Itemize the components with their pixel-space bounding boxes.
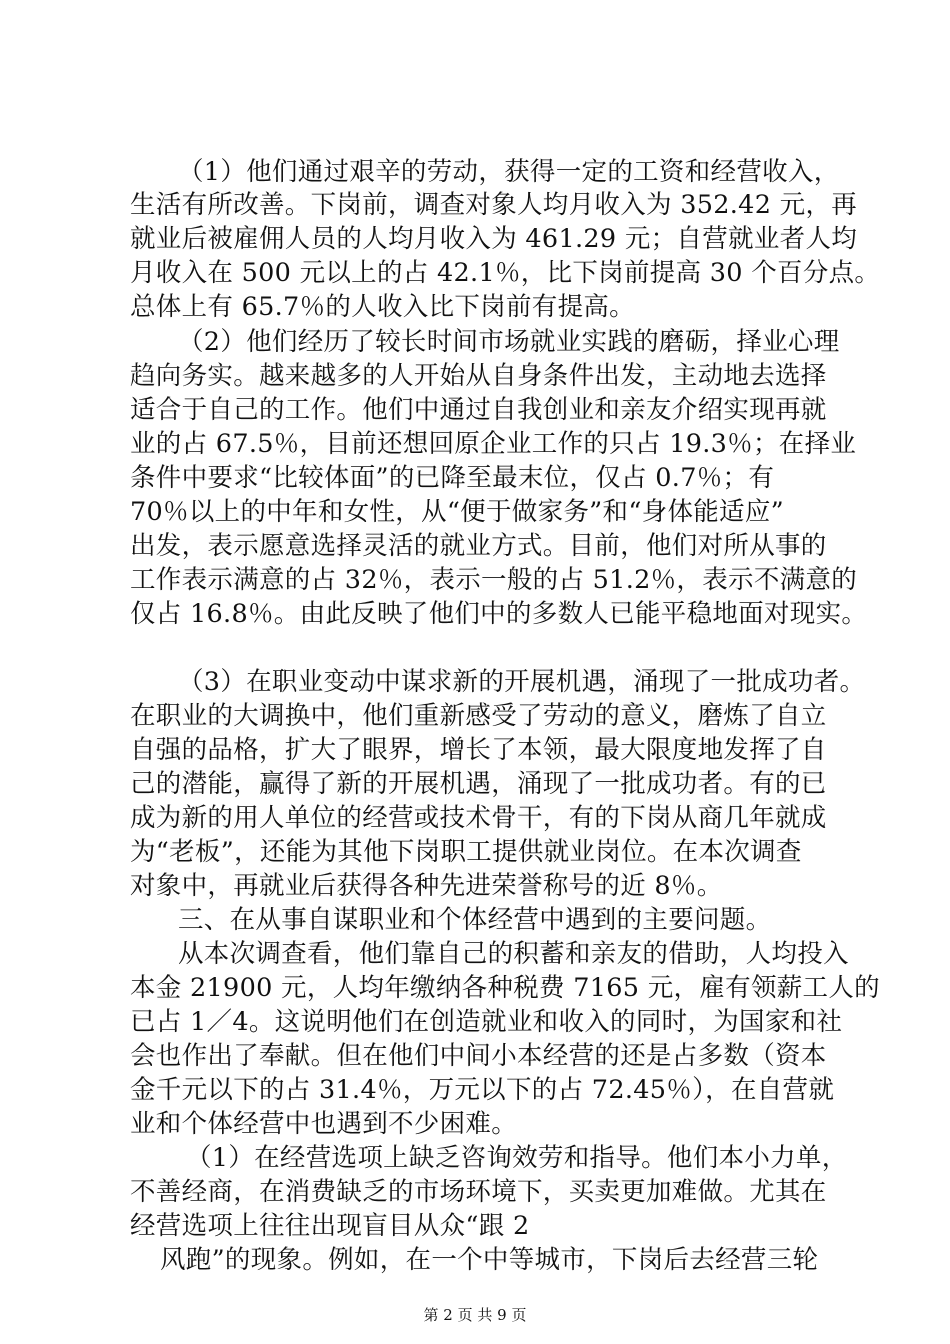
paragraph-line: （1）在经营选项上缺乏咨询效劳和指导。他们本小力单，	[186, 1143, 848, 1173]
section-heading: 三、在从事自谋职业和个体经营中遇到的主要问题。	[178, 905, 772, 935]
paragraph-line: 条件中要求“比较体面”的已降至最末位，仅占 0.7％；有	[130, 463, 775, 493]
paragraph-line: 经营选项上往往出现盲目从众“跟 2	[130, 1211, 530, 1241]
paragraph-line: 工作表示满意的占 32％，表示一般的占 51.2％，表示不满意的	[130, 565, 858, 595]
paragraph-line: 会也作出了奉献。但在他们中间小本经营的还是占多数（资本	[130, 1041, 827, 1071]
paragraph-line: （2）他们经历了较长时间市场就业实践的磨砺，择业心理	[178, 327, 840, 357]
paragraph-line: （3）在职业变动中谋求新的开展机遇，涌现了一批成功者。	[178, 667, 866, 697]
page-footer: 第 2 页 共 9 页	[423, 1306, 527, 1324]
paragraph-line: 总体上有 65.7％的人收入比下岗前有提高。	[130, 292, 635, 322]
paragraph-line: 本金 21900 元，人均年缴纳各种税费 7165 元，雇有领薪工人的	[130, 973, 880, 1003]
paragraph-line: （1）他们通过艰辛的劳动，获得一定的工资和经营收入，	[178, 157, 840, 187]
paragraph-line: 成为新的用人单位的经营或技术骨干，有的下岗从商几年就成	[130, 803, 827, 833]
paragraph-line: 生活有所改善。下岗前，调查对象人均月收入为 352.42 元，再	[130, 190, 858, 220]
paragraph-line: 出发，表示愿意选择灵活的就业方式。目前，他们对所从事的	[130, 531, 827, 561]
paragraph-line: 已占 1／4。这说明他们在创造就业和收入的同时，为国家和社	[130, 1007, 843, 1037]
paragraph-line: 就业后被雇佣人员的人均月收入为 461.29 元；自营就业者人均	[130, 224, 858, 254]
paragraph-line: 70％以上的中年和女性，从“便于做家务”和“身体能适应”	[130, 497, 784, 527]
paragraph-line: 从本次调查看，他们靠自己的积蓄和亲友的借助，人均投入	[178, 939, 849, 969]
paragraph-line: 金千元以下的占 31.4％，万元以下的占 72.45％），在自营就	[130, 1075, 835, 1105]
paragraph-line: 趋向务实。越来越多的人开始从自身条件出发，主动地去选择	[130, 361, 827, 391]
paragraph-line: 对象中，再就业后获得各种先进荣誉称号的近 8％。	[130, 871, 723, 901]
paragraph-line: 为“老板”，还能为其他下岗职工提供就业岗位。在本次调查	[130, 837, 802, 867]
paragraph-line: 己的潜能，赢得了新的开展机遇，涌现了一批成功者。有的已	[130, 769, 827, 799]
paragraph-line: 仅占 16.8％。由此反映了他们中的多数人已能平稳地面对现实。	[130, 599, 868, 629]
paragraph-line: 在职业的大调换中，他们重新感受了劳动的意义，磨炼了自立	[130, 701, 827, 731]
paragraph-line: 不善经商，在消费缺乏的市场环境下，买卖更加难做。尤其在	[130, 1177, 827, 1207]
paragraph-line: 业和个体经营中也遇到不少困难。	[130, 1109, 518, 1139]
paragraph-line: 自强的品格，扩大了眼界，增长了本领，最大限度地发挥了自	[130, 735, 827, 765]
paragraph-line: 适合于自己的工作。他们中通过自我创业和亲友介绍实现再就	[130, 395, 827, 425]
paragraph-line: 风跑”的现象。例如，在一个中等城市，下岗后去经营三轮	[160, 1245, 819, 1275]
paragraph-line: 业的占 67.5％，目前还想回原企业工作的只占 19.3％；在择业	[130, 429, 857, 459]
paragraph-line: 月收入在 500 元以上的占 42.1％，比下岗前提高 30 个百分点。	[130, 258, 881, 288]
